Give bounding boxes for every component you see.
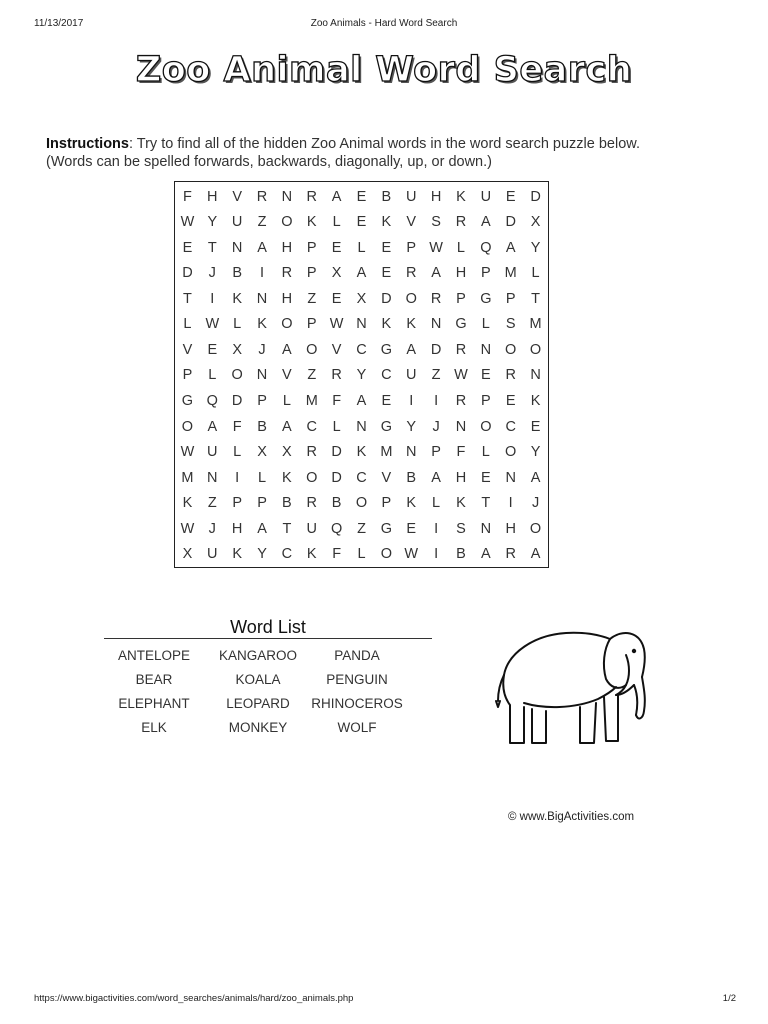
grid-letter: L (357, 546, 366, 563)
grid-letter: Z (431, 367, 441, 384)
grid-letter: E (381, 265, 392, 282)
grid-letter: N (256, 290, 268, 307)
grid-letter: K (306, 546, 317, 563)
elephant-icon (494, 625, 654, 750)
grid-letter: P (182, 367, 193, 384)
grid-letter: P (306, 265, 317, 282)
grid-letter: O (355, 495, 368, 512)
grid-letter: X (331, 265, 342, 282)
grid-letter: J (258, 341, 266, 358)
grid-letter: B (232, 265, 242, 282)
grid-letter: T (531, 290, 540, 307)
grid-letter: E (480, 469, 491, 486)
grid-letter: K (282, 469, 292, 486)
grid-letter: Y (207, 214, 218, 231)
grid-letter: X (257, 444, 267, 461)
grid-letter: Y (406, 418, 417, 435)
grid-letter: K (232, 546, 242, 563)
grid-letter: A (480, 546, 491, 563)
grid-letter: K (530, 393, 541, 410)
grid-letter: N (505, 469, 516, 486)
grid-letter: W (180, 214, 195, 231)
grid-letter: K (232, 290, 242, 307)
grid-letter: C (381, 367, 392, 384)
grid-letter: N (430, 316, 442, 333)
grid-letter: X (356, 290, 367, 307)
grid-letter: A (505, 239, 516, 256)
grid-letter: R (505, 367, 516, 384)
grid-letter: D (231, 393, 243, 410)
grid-letter: J (432, 418, 440, 435)
grid-letter: H (505, 520, 516, 537)
grid-letter: L (233, 316, 242, 333)
grid-letter: S (431, 214, 441, 231)
grid-letter: A (406, 341, 417, 358)
grid-letter: P (306, 239, 317, 256)
grid-letter: M (504, 265, 517, 282)
grid-letter: B (257, 418, 267, 435)
grid-letter: O (529, 520, 542, 537)
grid-letter: P (306, 316, 317, 333)
grid-letter: N (256, 367, 268, 384)
grid-letter: I (434, 546, 439, 563)
grid-letter: Z (307, 290, 317, 307)
grid-letter: O (380, 546, 392, 563)
grid-letter: G (380, 341, 392, 358)
grid-letter: K (381, 214, 392, 231)
grid-letter: Z (207, 495, 217, 512)
grid-letter: W (329, 316, 344, 333)
grid-letter: O (181, 418, 194, 435)
grid-letter: A (257, 239, 267, 256)
instructions (46, 135, 736, 171)
print-header-title: Zoo Animals - Hard Word Search (310, 18, 458, 29)
grid-letter: I (434, 520, 439, 537)
grid-letter: G (455, 316, 467, 333)
grid-letter: L (432, 495, 441, 512)
grid-letter: B (406, 469, 417, 486)
grid-letter: H (281, 290, 293, 307)
grid-letter: A (356, 393, 367, 410)
grid-letter: R (455, 341, 467, 358)
page-title: Zoo Animal Word Search (135, 50, 633, 90)
grid-letter: H (281, 239, 293, 256)
grid-letter: K (257, 316, 267, 333)
grid-letter: W (180, 520, 195, 537)
grid-letter: M (305, 393, 318, 410)
grid-letter: X (282, 444, 292, 461)
grid-letter: R (306, 495, 317, 512)
word-list-item: MONKEY (228, 720, 288, 735)
grid-letter: I (508, 495, 513, 512)
grid-letter: T (183, 290, 192, 307)
grid-letter: R (306, 444, 317, 461)
grid-letter: A (530, 546, 541, 563)
grid-letter: U (480, 188, 492, 205)
grid-letter: Q (206, 393, 218, 410)
grid-letter: A (207, 418, 218, 435)
word-list-column (99, 647, 209, 743)
grid-letter: L (357, 239, 366, 256)
grid-letter: A (431, 265, 441, 282)
grid-letter: A (480, 214, 491, 231)
grid-letter: P (480, 393, 491, 410)
word-list-item: ELK (141, 720, 167, 735)
grid-letter: K (456, 188, 466, 205)
word-list-item: PANDA (334, 648, 380, 663)
grid-letter: A (331, 188, 342, 205)
grid-letter: O (281, 214, 293, 231)
grid-letter: R (455, 214, 467, 231)
grid-letter: F (456, 444, 466, 461)
grid-letter: V (406, 214, 417, 231)
grid-letter: R (430, 290, 442, 307)
grid-letter: U (405, 367, 417, 384)
grid-letter: M (181, 469, 194, 486)
grid-letter: E (356, 188, 367, 205)
grid-letter: K (381, 316, 392, 333)
grid-letter: I (210, 290, 215, 307)
grid-letter: U (207, 444, 218, 461)
grid-letter: B (381, 188, 392, 205)
grid-letter: E (381, 239, 392, 256)
grid-letter: P (431, 444, 441, 461)
grid-letter: G (181, 393, 194, 410)
grid-letter: E (182, 239, 193, 256)
grid-letter: U (207, 546, 218, 563)
grid-letter: L (257, 469, 267, 486)
grid-letter: L (332, 418, 341, 435)
grid-letter: R (455, 393, 467, 410)
grid-letter: L (456, 239, 465, 256)
grid-letter: P (505, 290, 516, 307)
grid-letter: B (331, 495, 342, 512)
grid-letter: F (332, 546, 342, 563)
grid-letter: D (505, 214, 516, 231)
grid-letter: O (505, 444, 517, 461)
grid-letter: P (257, 393, 267, 410)
grid-letter: O (306, 469, 318, 486)
grid-letter: N (480, 520, 492, 537)
grid-letter: W (429, 239, 443, 256)
grid-letter: N (281, 188, 293, 205)
grid-letter: C (356, 341, 367, 358)
word-list-item: BEAR (135, 672, 173, 687)
grid-letter: Q (480, 239, 492, 256)
grid-letter: S (505, 316, 516, 333)
word-list-item: ELEPHANT (118, 696, 190, 711)
grid-letter: J (208, 265, 216, 282)
grid-letter: C (505, 418, 516, 435)
grid-letter: O (281, 316, 293, 333)
grid-letter: R (405, 265, 417, 282)
grid-letter: P (257, 495, 267, 512)
grid-letter: C (356, 469, 367, 486)
grid-letter: E (381, 393, 392, 410)
grid-letter: N (480, 341, 492, 358)
grid-letter: F (232, 418, 242, 435)
grid-letter: W (205, 316, 220, 333)
grid-letter: Y (257, 546, 267, 563)
word-list-item: ANTELOPE (117, 648, 191, 663)
grid-letter: A (282, 418, 292, 435)
grid-letter: W (180, 444, 195, 461)
grid-letter: D (182, 265, 193, 282)
word-list-divider (104, 638, 432, 639)
grid-letter: V (232, 188, 242, 205)
grid-letter: N (455, 418, 467, 435)
grid-letter: R (256, 188, 268, 205)
grid-letter: L (481, 444, 490, 461)
grid-letter: U (405, 188, 417, 205)
grid-letter: D (381, 290, 392, 307)
grid-letter: O (306, 341, 318, 358)
grid-letter: E (356, 214, 367, 231)
grid-letter: K (356, 444, 367, 461)
grid-letter: L (183, 316, 192, 333)
word-list-column (302, 647, 412, 743)
print-date: 11/13/2017 (34, 18, 84, 29)
grid-letter: O (505, 341, 517, 358)
grid-letter: N (356, 316, 367, 333)
grid-letter: E (406, 520, 417, 537)
word-list-item: RHINOCEROS (311, 696, 403, 711)
grid-letter: E (480, 367, 491, 384)
grid-letter: A (282, 341, 292, 358)
grid-letter: P (456, 290, 466, 307)
grid-letter: L (332, 214, 341, 231)
grid-letter: K (306, 214, 317, 231)
grid-letter: F (332, 393, 342, 410)
grid-letter: E (331, 290, 342, 307)
grid-letter: D (331, 469, 342, 486)
grid-letter: H (231, 520, 243, 537)
grid-letter: K (406, 495, 417, 512)
grid-letter: C (306, 418, 317, 435)
grid-letter: Y (530, 444, 541, 461)
grid-letter: E (207, 341, 218, 358)
grid-letter: X (182, 546, 193, 563)
grid-letter: Y (356, 367, 367, 384)
grid-letter: P (406, 239, 417, 256)
grid-letter: I (409, 393, 414, 410)
word-list-item: PENGUIN (326, 672, 388, 687)
grid-letter: X (530, 214, 541, 231)
grid-letter: L (481, 316, 490, 333)
grid-letter: D (331, 444, 342, 461)
grid-letter: V (381, 469, 392, 486)
grid-letter: D (430, 341, 442, 358)
grid-letter: K (182, 495, 193, 512)
grid-letter: E (530, 418, 541, 435)
grid-letter: Y (530, 239, 541, 256)
grid-letter: O (529, 341, 542, 358)
grid-letter: R (331, 367, 342, 384)
print-page-number: 1/2 (722, 993, 736, 1004)
grid-letter: H (430, 188, 442, 205)
grid-letter: L (208, 367, 217, 384)
instructions-text: : Try to find all of the hidden Zoo Animal words in the word search puzzle below. (128, 136, 640, 152)
grid-letter: J (531, 495, 540, 512)
grid-letter: P (480, 265, 491, 282)
word-list-item: KOALA (235, 672, 281, 687)
grid-letter: L (282, 393, 291, 410)
grid-letter: G (380, 418, 392, 435)
grid-letter: E (505, 188, 516, 205)
word-list-item: KANGAROO (218, 648, 297, 663)
print-footer-url: https://www.bigactivities.com/word_searches/animals/hard/zoo_animals.php (34, 993, 354, 1004)
grid-letter: I (260, 265, 265, 282)
grid-letter: I (434, 393, 439, 410)
grid-letter: Q (330, 520, 343, 537)
grid-letter: J (208, 520, 216, 537)
grid-letter: H (455, 265, 467, 282)
grid-letter: P (232, 495, 242, 512)
grid-letter: A (530, 469, 541, 486)
grid-letter: A (356, 265, 367, 282)
grid-letter: V (182, 341, 193, 358)
grid-letter: N (356, 418, 367, 435)
grid-letter: N (405, 444, 417, 461)
grid-letter: O (405, 290, 417, 307)
grid-letter: V (331, 341, 342, 358)
grid-letter: A (257, 520, 267, 537)
word-list-item: LEOPARD (226, 696, 290, 711)
word-list-item: WOLF (337, 720, 377, 735)
word-list-column (203, 647, 313, 743)
grid-letter: R (505, 546, 516, 563)
grid-letter: Z (357, 520, 366, 537)
grid-letter: C (281, 546, 293, 563)
grid-letter: B (456, 546, 466, 563)
grid-letter: V (282, 367, 292, 384)
grid-letter: E (331, 239, 342, 256)
grid-letter: W (454, 367, 468, 384)
grid-letter: D (530, 188, 541, 205)
grid-letter: H (207, 188, 218, 205)
grid-letter: G (480, 290, 492, 307)
word-search-grid (174, 181, 549, 568)
grid-letter: N (207, 469, 218, 486)
grid-letter: T (282, 520, 292, 537)
instructions-label: Instructions (46, 136, 129, 152)
grid-letter: Z (307, 367, 317, 384)
grid-letter: I (235, 469, 240, 486)
grid-letter: W (404, 546, 419, 563)
grid-letter: X (232, 341, 242, 358)
grid-letter: M (529, 316, 542, 333)
grid-letter: S (456, 520, 466, 537)
grid-letter: R (281, 265, 293, 282)
grid-letter: Z (257, 214, 267, 231)
grid-letter: L (531, 265, 540, 282)
grid-letter: N (231, 239, 243, 256)
grid-letter: L (233, 444, 242, 461)
grid-letter: G (380, 520, 392, 537)
word-list-title: Word List (230, 617, 306, 637)
grid-letter: T (207, 239, 217, 256)
grid-letter: T (481, 495, 491, 512)
grid-letter: F (183, 188, 192, 205)
copyright-notice: © www.BigActivities.com (508, 811, 635, 823)
grid-letter: H (455, 469, 467, 486)
grid-letter: A (431, 469, 441, 486)
grid-letter: E (505, 393, 516, 410)
grid-letter: K (456, 495, 466, 512)
grid-letter: O (231, 367, 243, 384)
grid-letter: R (306, 188, 317, 205)
grid-letter: U (231, 214, 243, 231)
grid-letter: O (480, 418, 492, 435)
instructions-line2: (Words can be spelled forwards, backwards, diagonally, up, or down.) (46, 154, 492, 170)
grid-letter: N (530, 367, 541, 384)
grid-letter: K (406, 316, 417, 333)
grid-letter: P (381, 495, 392, 512)
grid-letter: U (306, 520, 317, 537)
grid-letter: B (282, 495, 292, 512)
grid-letter: M (380, 444, 393, 461)
